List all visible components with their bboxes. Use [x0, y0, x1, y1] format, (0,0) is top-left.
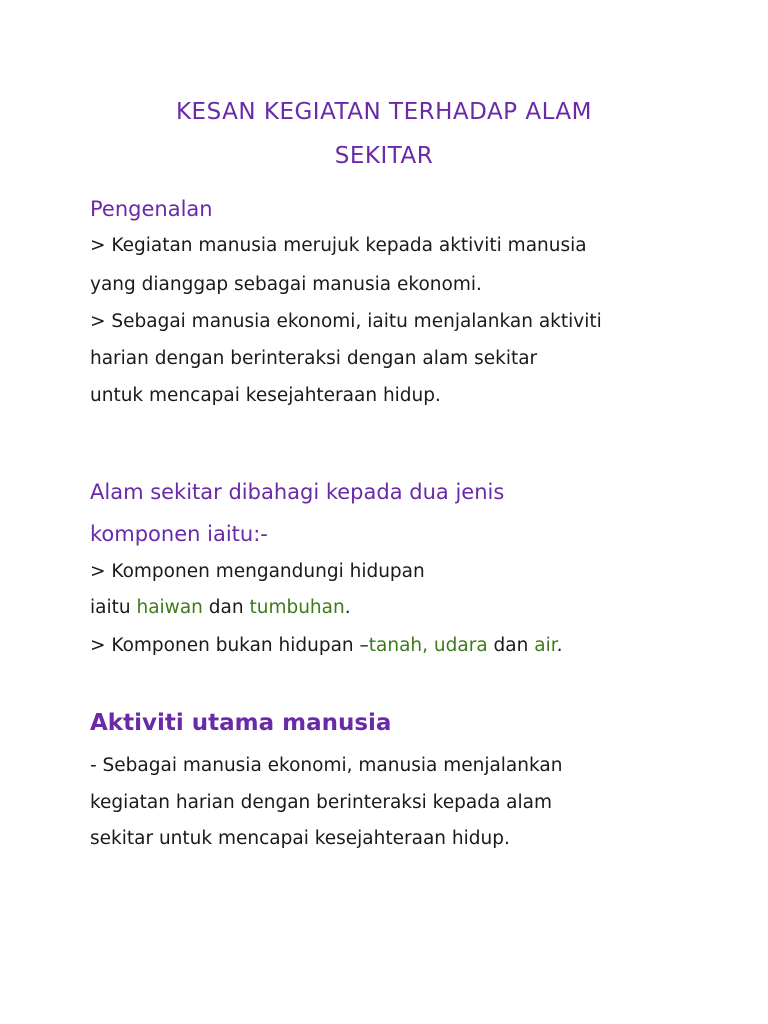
page-title-line-2: SEKITAR	[334, 143, 434, 169]
text-suffix: .	[556, 635, 563, 656]
highlight-haiwan: haiwan	[136, 597, 203, 618]
highlight-air: air	[534, 635, 557, 656]
page-title-line-1: KESAN KEGIATAN TERHADAP ALAM	[175, 99, 593, 125]
highlight-tumbuhan: tumbuhan	[249, 597, 345, 618]
komponen-hidupan-examples	[90, 599, 351, 618]
highlight-tanah-udara: tanah, udara	[368, 635, 488, 656]
aktiviti-line-3: sekitar untuk mencapai kesejahteraan hidup.	[90, 828, 510, 849]
pengenalan-line-2: yang dianggap sebagai manusia ekonomi.	[90, 274, 482, 295]
komponen-hidupan-line: > Komponen mengandungi hidupan	[90, 561, 425, 582]
pengenalan-line-3: > Sebagai manusia ekonomi, iaitu menjalankan aktiviti	[90, 311, 602, 332]
heading-komponen-line-2: komponen iaitu:-	[90, 522, 268, 546]
text-prefix: iaitu	[90, 597, 137, 618]
komponen-bukan-hidupan-line	[90, 637, 563, 656]
text-dan: dan	[202, 597, 250, 618]
heading-komponen-line-1: Alam sekitar dibahagi kepada dua jenis	[90, 480, 505, 504]
pengenalan-line-5: untuk mencapai kesejahteraan hidup.	[90, 385, 441, 406]
aktiviti-line-2: kegiatan harian dengan berinteraksi kepada alam	[90, 792, 552, 813]
text-suffix: .	[344, 597, 351, 618]
pengenalan-line-1: > Kegiatan manusia merujuk kepada aktiviti manusia	[90, 235, 587, 256]
heading-aktiviti-utama: Aktiviti utama manusia	[90, 710, 392, 736]
aktiviti-line-1: - Sebagai manusia ekonomi, manusia menjalankan	[90, 755, 563, 776]
text-dan: dan	[487, 635, 535, 656]
text-prefix: > Komponen bukan hidupan –	[90, 635, 369, 656]
heading-pengenalan: Pengenalan	[90, 197, 213, 221]
pengenalan-line-4: harian dengan berinteraksi dengan alam sekitar	[90, 348, 538, 369]
